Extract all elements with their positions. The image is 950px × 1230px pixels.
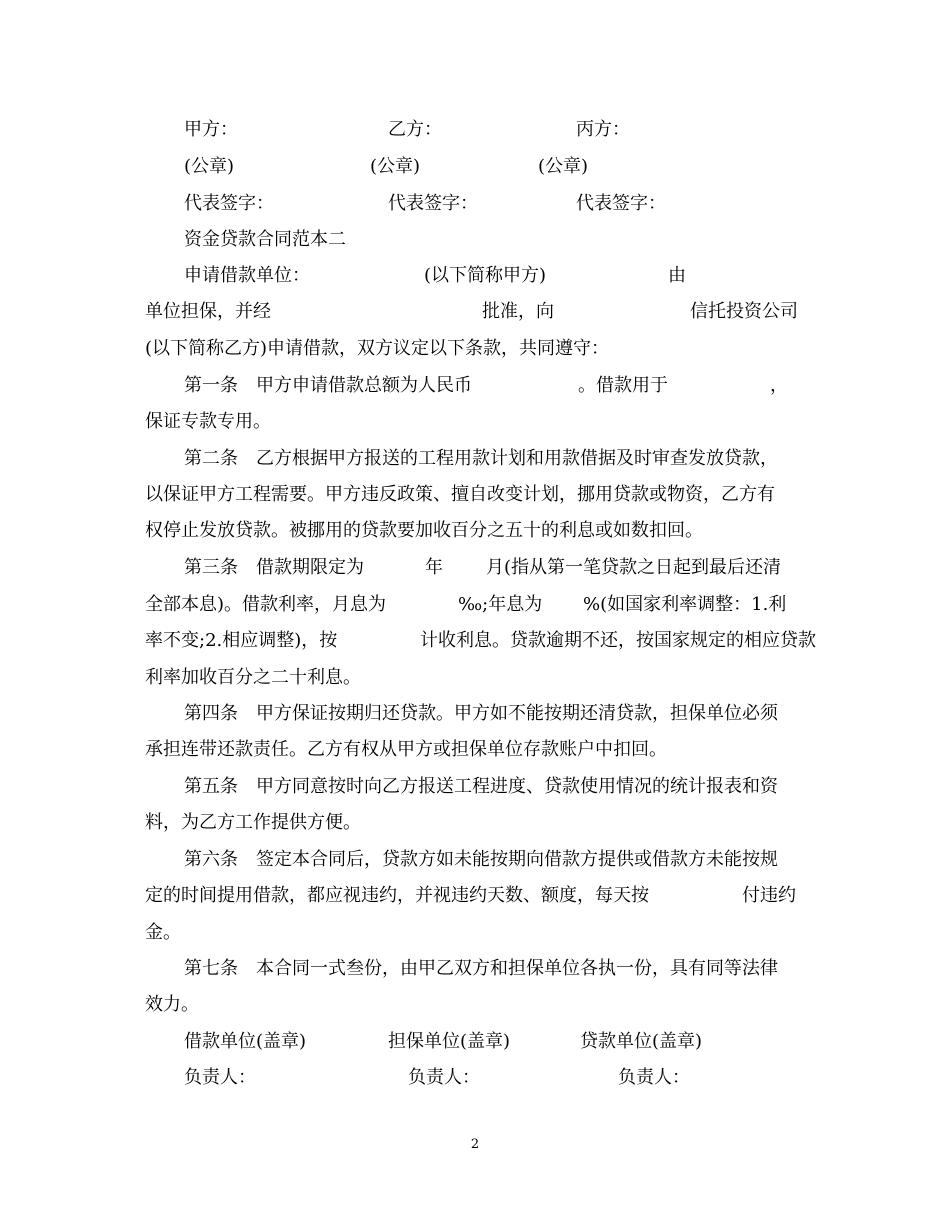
borrower-seal-label: 借款单位(盖章) [184,1031,307,1052]
article-6-line-3: 金。 [145,922,181,943]
intro-by-word: 由 [668,265,686,286]
article-3-monthly-rate: 全部本息)。借款利率，月息为 [145,594,387,615]
lender-responsible-label: 负责人： [618,1067,690,1088]
article-2-line-3: 权停止发放贷款。被挪用的贷款要加收百分之五十的利息或如数扣回。 [145,520,703,541]
article-6-line-2: 定的时间提用借款，都应视违约，并视违约天数、额度，每天按 [145,885,649,906]
article-3-month-note: 月(指从第一笔贷款之日起到最后还清 [486,557,782,578]
article-6-penalty: 付违约 [742,885,796,906]
intro-trust-company: 信托投资公司 [690,301,798,322]
sign-a-label: 代表签字： [184,193,274,214]
article-1-amount: 第一条 甲方申请借款总额为人民币 [184,375,472,396]
sign-c-label: 代表签字： [576,193,666,214]
article-6-line-1: 第六条 签定本合同后，贷款方如未能按期向借款方提供或借款方未能按规 [184,849,778,870]
intro-guarantee-text: 单位担保，并经 [145,301,271,322]
guarantor-seal-label: 担保单位(盖章) [388,1031,511,1052]
guarantor-responsible-label: 负责人： [408,1067,480,1088]
intro-party-a-note: (以下简称甲方) [424,265,547,286]
sign-b-label: 代表签字： [388,193,478,214]
article-3-rate-adjust: %(如国家利率调整：1.利 [583,594,787,615]
article-3-annual-rate: ‰;年息为 [458,594,543,615]
section-title: 资金贷款合同范本二 [184,229,346,250]
article-4-line-2: 承担连带还款责任。乙方有权从甲方或担保单位存款账户中扣回。 [145,739,667,760]
article-3-rate-options: 率不变;2.相应调整)，按 [145,630,338,651]
party-c-label: 丙方： [576,119,630,140]
party-a-label: 甲方： [184,119,238,140]
party-b-label: 乙方： [388,119,442,140]
seal-c-label: (公章) [538,156,589,177]
article-5-line-1: 第五条 甲方同意按时向乙方报送工程进度、贷款使用情况的统计报表和资 [184,776,778,797]
lender-seal-label: 贷款单位(盖章) [580,1031,703,1052]
article-5-line-2: 料，为乙方工作提供方便。 [145,812,361,833]
article-3-line-4: 利率加收百分之二十利息。 [145,667,361,688]
page-number: 2 [470,1137,480,1152]
article-4-line-1: 第四条 甲方保证按期归还贷款。甲方如不能按期还清贷款，担保单位必须 [184,703,778,724]
article-3-term: 第三条 借款期限定为 [184,557,364,578]
article-3-year: 年 [425,557,443,578]
intro-approval-text: 批准，向 [482,301,554,322]
article-1-comma: ， [770,375,788,396]
article-2-line-2: 以保证甲方工程需要。甲方违反政策、擅自改变计划，挪用贷款或物资，乙方有 [145,484,775,505]
intro-line-3: (以下简称乙方)申请借款，双方议定以下条款，共同遵守： [145,338,610,359]
article-7-line-2: 效力。 [145,994,199,1015]
article-1-line-2: 保证专款专用。 [145,411,271,432]
borrower-responsible-label: 负责人： [184,1067,256,1088]
intro-applicant-label: 申请借款单位： [184,265,310,286]
seal-a-label: (公章) [184,156,235,177]
article-7-line-1: 第七条 本合同一式叁份，由甲乙双方和担保单位各执一份，具有同等法律 [184,958,778,979]
article-2-line-1: 第二条 乙方根据甲方报送的工程用款计划和用款借据及时审查发放贷款， [184,448,778,469]
article-3-interest-calc: 计收利息。贷款逾期不还，按国家规定的相应贷款 [420,630,816,651]
seal-b-label: (公章) [370,156,421,177]
article-1-purpose: 。借款用于 [578,375,668,396]
